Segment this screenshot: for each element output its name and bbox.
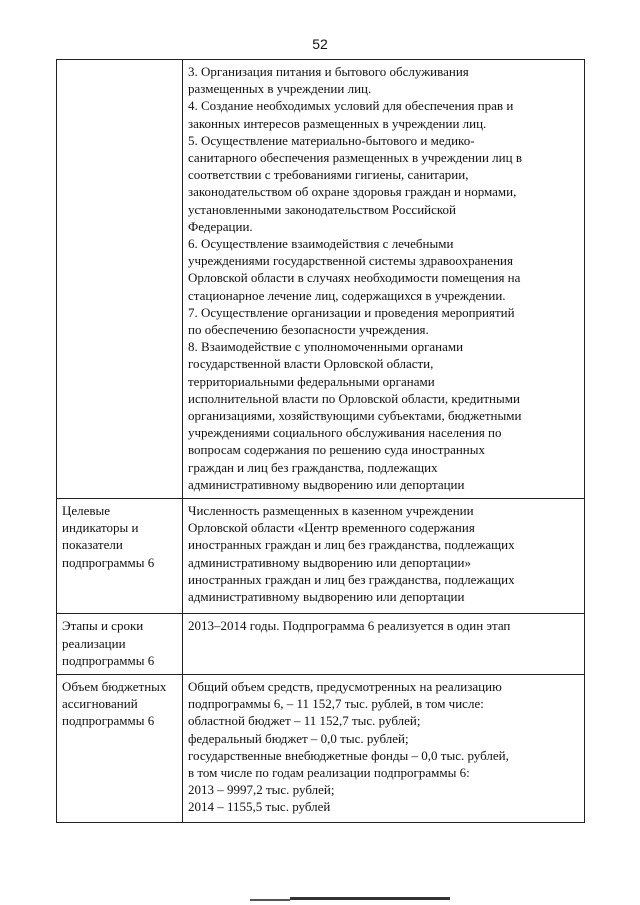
row-label-line: Целевые bbox=[62, 503, 111, 519]
row-content-cell bbox=[183, 614, 585, 675]
row-label-line: Объем бюджетных bbox=[62, 678, 167, 694]
row-content-line: установленными законодательством Российской bbox=[188, 201, 456, 217]
row-content-line: 4. Создание необходимых условий для обеспечения прав и bbox=[188, 98, 514, 114]
row-content-line: 6. Осуществление взаимодействия с лечебными bbox=[188, 236, 454, 252]
row-content-line: государственной власти Орловской области, bbox=[188, 356, 434, 372]
row-content-line: иностранных граждан и лиц без гражданства, подлежащих bbox=[188, 571, 515, 587]
row-content-line: областной бюджет – 11 152,7 тыс. рублей; bbox=[188, 713, 421, 729]
row-content-line: стационарное лечение лиц, содержащихся в учреждении. bbox=[188, 287, 506, 303]
row-content-line: административному выдворению или депортации» bbox=[188, 554, 471, 570]
row-content-line: 3. Организация питания и бытового обслуживания bbox=[188, 64, 469, 79]
page-number: 52 bbox=[312, 36, 328, 52]
row-label-cell bbox=[57, 499, 183, 614]
row-content-line: федеральный бюджет – 0,0 тыс. рублей; bbox=[188, 730, 409, 746]
row-content-line: административному выдворению или депортации bbox=[188, 476, 465, 492]
row-content-line: санитарного обеспечения размещенных в учреждении лиц в bbox=[188, 150, 522, 166]
row-content-line: 5. Осуществление материально-бытового и медико- bbox=[188, 132, 475, 148]
row-content-cell bbox=[183, 674, 585, 822]
row-content-line: учреждениями государственной системы здравоохранения bbox=[188, 253, 513, 269]
row-label-cell bbox=[57, 614, 183, 675]
row-label-line: показатели bbox=[62, 537, 123, 553]
row-label-line: Этапы и сроки bbox=[62, 618, 144, 634]
row-content-line: исполнительной власти по Орловской области, кредитными bbox=[188, 390, 520, 406]
row-content-line: административному выдворению или депортации bbox=[188, 589, 465, 605]
row-content-line: граждан и лиц без гражданства, подлежащих bbox=[188, 459, 438, 475]
scan-artifact-line-2 bbox=[250, 899, 290, 901]
subprogram-table bbox=[56, 59, 585, 823]
row-content-line: законодательством об охране здоровья граждан и нормами, bbox=[188, 184, 517, 200]
row-content-line: размещенных в учреждении лиц. bbox=[188, 81, 372, 97]
row-label-line: индикаторы и bbox=[62, 520, 139, 536]
row-label-cell bbox=[57, 674, 183, 822]
row-content-line: подпрограммы 6, – 11 152,7 тыс. рублей, в том числе: bbox=[188, 696, 484, 712]
table-row bbox=[57, 60, 585, 499]
row-content-line: учреждениями социального обслуживания населения по bbox=[188, 425, 502, 441]
row-content-line: Федерации. bbox=[188, 218, 253, 234]
row-content-line: в том числе по годам реализации подпрограммы 6: bbox=[188, 764, 470, 780]
row-content-line: 7. Осуществление организации и проведения мероприятий bbox=[188, 304, 515, 320]
row-content-cell bbox=[183, 499, 585, 614]
row-content-line: Общий объем средств, предусмотренных на реализацию bbox=[188, 678, 502, 694]
row-content-line: 2014 – 1155,5 тыс. рублей bbox=[188, 799, 331, 815]
row-content-line: законных интересов размещенных в учреждении лиц. bbox=[188, 115, 487, 131]
table-row bbox=[57, 614, 585, 675]
row-label-cell bbox=[57, 60, 183, 499]
row-content-line: вопросам содержания по решению суда иностранных bbox=[188, 442, 485, 458]
row-label-line: ассигнований bbox=[62, 696, 138, 712]
row-content-line: 2013 – 9997,2 тыс. рублей; bbox=[188, 782, 335, 798]
row-content-line: территориальными федеральными органами bbox=[188, 373, 435, 389]
table-row bbox=[57, 674, 585, 822]
row-content-line: Численность размещенных в казенном учреждении bbox=[188, 503, 474, 519]
table-row bbox=[57, 499, 585, 614]
row-content-line: по обеспечению безопасности учреждения. bbox=[188, 322, 429, 338]
row-content-line: 2013–2014 годы. Подпрограмма 6 реализуется в один этап bbox=[188, 618, 511, 634]
row-label-line: подпрограммы 6 bbox=[62, 554, 155, 570]
row-content-line: Орловской области в случаях необходимости помещения на bbox=[188, 270, 521, 286]
scan-artifact-line bbox=[290, 897, 450, 900]
row-content-line: иностранных граждан и лиц без гражданства, подлежащих bbox=[188, 537, 515, 553]
row-label-line: подпрограммы 6 bbox=[62, 713, 155, 729]
row-content-line: соответствии с требованиями гигиены, санитарии, bbox=[188, 167, 469, 183]
row-content-cell bbox=[183, 60, 585, 499]
row-content-line: 8. Взаимодействие с уполномоченными органами bbox=[188, 339, 464, 355]
row-label-line: подпрограммы 6 bbox=[62, 652, 155, 668]
row-content-line: организациями, хозяйствующими субъектами, бюджетными bbox=[188, 408, 522, 424]
row-label-line: реализации bbox=[62, 635, 126, 651]
row-content-line: Орловской области «Центр временного содержания bbox=[188, 520, 475, 536]
row-content-line: государственные внебюджетные фонды – 0,0 тыс. рублей, bbox=[188, 747, 509, 763]
